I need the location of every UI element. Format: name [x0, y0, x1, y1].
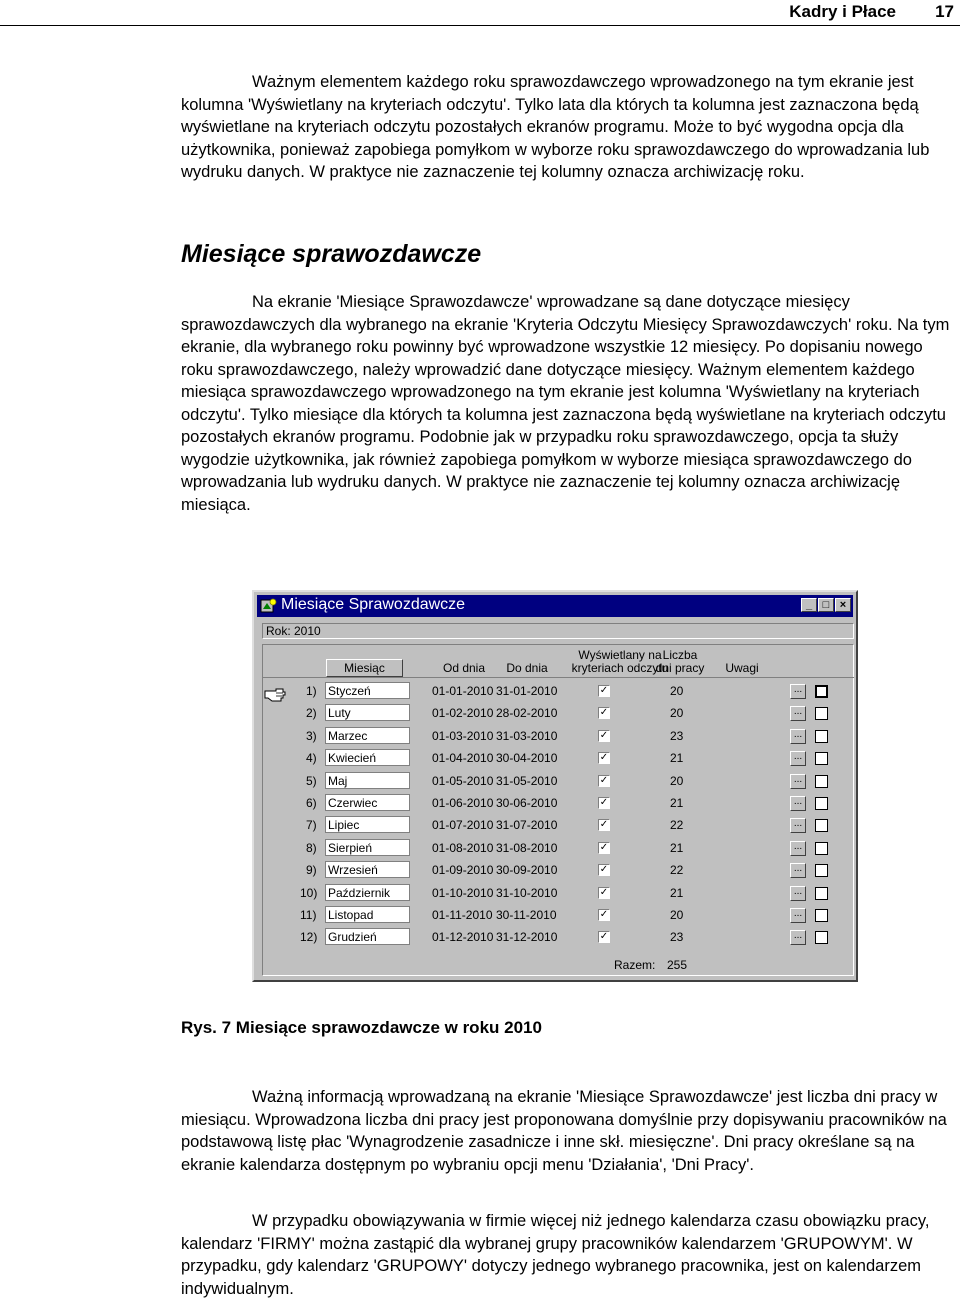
row-extra-checkbox[interactable] [815, 909, 828, 922]
month-name: Listopad [328, 908, 374, 922]
total-value: 255 [667, 958, 688, 972]
notes-button[interactable]: ... [790, 841, 806, 856]
date-from: 01-06-2010 [432, 796, 494, 810]
header-rule [0, 25, 960, 26]
shown-on-criteria-checkbox[interactable]: ✓ [599, 819, 609, 830]
date-to: 31-01-2010 [496, 684, 558, 698]
row-number: 2) [306, 706, 317, 720]
shown-on-criteria-checkbox[interactable]: ✓ [599, 685, 609, 696]
total-label: Razem: [614, 958, 656, 972]
shown-on-criteria-checkbox[interactable]: ✓ [599, 842, 609, 853]
header-divider [262, 677, 854, 678]
date-to: 31-05-2010 [496, 774, 558, 788]
date-from: 01-08-2010 [432, 841, 494, 855]
maximize-button[interactable]: □ [818, 598, 834, 612]
date-to: 31-08-2010 [496, 841, 558, 855]
row-number: 11) [300, 908, 317, 922]
pointing-hand-icon [264, 683, 286, 703]
date-to: 30-04-2010 [496, 751, 558, 765]
row-number: 8) [306, 841, 317, 855]
date-to: 31-10-2010 [496, 886, 558, 900]
date-to: 31-03-2010 [496, 729, 558, 743]
notes-button[interactable]: ... [790, 908, 806, 923]
header-title: Kadry i Płace [789, 2, 896, 21]
row-number: 1) [306, 684, 317, 698]
row-extra-checkbox[interactable] [815, 842, 828, 855]
close-button[interactable]: × [835, 598, 851, 612]
notes-button[interactable]: ... [790, 796, 806, 811]
date-from: 01-03-2010 [432, 729, 494, 743]
notes-button[interactable]: ... [790, 818, 806, 833]
paragraph-work-days: Ważną informacją wprowadzaną na ekranie 'Miesiące Sprawozdawcze' jest liczba dni pracy w miesiącu. Wprowadzona liczba dni pracy jest proponowana domyślnie przy dopisywaniu pracowników na podstawową listę płac 'Wynagrodzenie zasadnicze i inne skł. miesięczne'. Dni pracy określane są na ekranie kalendarza dostępnym po wybraniu opcji menu 'Działania', 'Dni Pracy'. [181, 1088, 947, 1174]
work-days: 21 [670, 886, 684, 900]
minimize-button[interactable]: _ [801, 598, 817, 612]
paragraph-calendars: W przypadku obowiązywania w firmie więcej niż jednego kalendarza czasu obowiązku pracy, kalendarz 'FIRMY' można zastąpić dla wybranej grupy pracowników kalendarzem 'GRUPOWYM'. W przypadku, gdy kalendarz 'GRUPOWY' dotyczy jednego wybranego pracownika, jest on kalendarzem indywidualnym. [181, 1212, 930, 1298]
row-number: 9) [306, 863, 317, 877]
date-from: 01-12-2010 [432, 930, 494, 944]
month-name: Styczeń [328, 684, 371, 698]
work-days: 20 [670, 908, 684, 922]
month-name: Wrzesień [328, 863, 378, 877]
month-name: Kwiecień [328, 751, 377, 765]
shown-on-criteria-checkbox[interactable]: ✓ [599, 707, 609, 718]
column-header-od[interactable]: Od dnia [442, 661, 486, 675]
row-number: 7) [306, 818, 317, 832]
row-extra-checkbox[interactable] [815, 775, 828, 788]
month-name: Sierpień [328, 841, 373, 855]
row-number: 12) [300, 930, 318, 944]
row-extra-checkbox[interactable] [815, 797, 828, 810]
notes-button[interactable]: ... [790, 886, 806, 901]
notes-button[interactable]: ... [790, 751, 806, 766]
date-from: 01-02-2010 [432, 706, 494, 720]
work-days: 20 [670, 706, 684, 720]
row-number: 5) [306, 774, 317, 788]
notes-button[interactable]: ... [790, 706, 806, 721]
row-extra-checkbox[interactable] [815, 752, 828, 765]
row-number: 6) [306, 796, 317, 810]
column-header-shown-line1[interactable]: Wyświetlany na [578, 648, 662, 662]
date-from: 01-04-2010 [432, 751, 494, 765]
notes-button[interactable]: ... [790, 774, 806, 789]
date-to: 30-11-2010 [496, 908, 557, 922]
work-days: 23 [670, 729, 684, 743]
work-days: 21 [670, 796, 684, 810]
figure-caption: Rys. 7 Miesiące sprawozdawcze w roku 2010 [181, 1018, 542, 1037]
date-to: 30-09-2010 [496, 863, 558, 877]
section-paragraph: Na ekranie 'Miesiące Sprawozdawcze' wprowadzane są dane dotyczące miesięcy sprawozdawczych dla wybranego na ekranie 'Kryteria Odczytu Miesięcy Sprawozdawczych' roku. Na tym ekranie, dla wybranego roku powinny być wprowadzone wszystkie 12 miesięcy. Po dopisaniu nowego roku sprawozdawczego, należy wprowadzić dane dotyczące miesięcy. Ważnym elementem każdego miesiąca sprawozdawczego wprowadzonego na tym ekranie jest kolumna 'Wyświetlany na kryteriach odczytu'. Tylko miesiące dla których ta kolumna jest zaznaczona będą wyświetlane na kryteriach odczytu pozostałych ekranów programu. Podobnie jak w przypadku roku sprawozdawczego, opcja ta służy wygodzie użytkownika, jak również zapobiega pomyłkom w wyborze miesiąca sprawozdawczego do wprowadzania lub wydruku danych. W praktyce nie zaznaczenie tej kolumny oznacza archiwizację miesiąca. [181, 293, 950, 514]
month-name: Lipiec [328, 818, 360, 832]
column-header-days-line2[interactable]: dni pracy [655, 661, 705, 675]
row-number: 10) [300, 886, 318, 900]
month-name: Grudzień [328, 930, 377, 944]
row-extra-checkbox[interactable] [815, 707, 828, 720]
shown-on-criteria-checkbox[interactable]: ✓ [599, 864, 609, 875]
column-header-do[interactable]: Do dnia [506, 661, 548, 675]
date-to: 31-07-2010 [496, 818, 558, 832]
column-header-shown-line2[interactable]: kryteriach odczytu [571, 661, 669, 675]
date-from: 01-10-2010 [432, 886, 494, 900]
work-days: 22 [670, 863, 684, 877]
year-label: Rok: 2010 [262, 623, 854, 639]
row-extra-checkbox[interactable] [815, 887, 828, 900]
row-extra-checkbox[interactable] [815, 685, 828, 698]
work-days: 21 [670, 841, 684, 855]
date-from: 01-07-2010 [432, 818, 494, 832]
work-days: 23 [670, 930, 684, 944]
shown-on-criteria-checkbox[interactable]: ✓ [599, 931, 609, 942]
page-header [0, 0, 960, 26]
notes-button[interactable]: ... [790, 930, 806, 945]
notes-button[interactable]: ... [790, 729, 806, 744]
column-header-uwagi[interactable]: Uwagi [725, 661, 759, 675]
shown-on-criteria-checkbox[interactable]: ✓ [599, 797, 609, 808]
page-number: 17 [935, 2, 954, 21]
date-to: 28-02-2010 [496, 706, 558, 720]
row-extra-checkbox[interactable] [815, 730, 828, 743]
column-header-miesiac[interactable]: Miesiąc [326, 659, 403, 677]
shown-on-criteria-checkbox[interactable]: ✓ [599, 730, 609, 741]
date-to: 30-06-2010 [496, 796, 558, 810]
work-days: 20 [670, 774, 684, 788]
month-name: Marzec [328, 729, 368, 743]
column-header-days-line1[interactable]: Liczba [662, 648, 698, 662]
notes-button[interactable]: ... [790, 863, 806, 878]
shown-on-criteria-checkbox[interactable]: ✓ [599, 752, 609, 763]
work-days: 21 [670, 751, 684, 765]
date-from: 01-09-2010 [432, 863, 494, 877]
row-extra-checkbox[interactable] [815, 819, 828, 832]
row-number: 3) [306, 729, 317, 743]
month-name: Czerwiec [328, 796, 378, 810]
work-days: 20 [670, 684, 684, 698]
shown-on-criteria-checkbox[interactable]: ✓ [599, 775, 609, 786]
window-title: Miesiące Sprawozdawcze [281, 596, 466, 613]
row-number: 4) [306, 751, 317, 765]
date-from: 01-05-2010 [432, 774, 494, 788]
month-name: Październik [328, 886, 391, 900]
work-days: 22 [670, 818, 684, 832]
month-name: Maj [328, 774, 348, 788]
section-heading: Miesiące sprawozdawcze [181, 240, 482, 268]
shown-on-criteria-checkbox[interactable]: ✓ [599, 887, 609, 898]
window-titlebar [257, 595, 853, 617]
date-to: 31-12-2010 [496, 930, 558, 944]
notes-button[interactable]: ... [790, 684, 806, 699]
app-icon [260, 597, 278, 615]
intro-paragraph: Ważnym elementem każdego roku sprawozdawczego wprowadzonego na tym ekranie jest kolumna 'Wyświetlany na kryteriach odczytu'. Tylko lata dla których ta kolumna jest zaznaczona będą wyświetlane na kryteriach odczytu pozostałych ekranów programu. Może to być wygodna opcja dla użytkownika, ponieważ zapobiega pomyłkom w wyborze roku sprawozdawczego do wprowadzania lub wydruku danych. W praktyce nie zaznaczenie tej kolumny oznacza archiwizację roku. [181, 73, 930, 181]
date-from: 01-01-2010 [432, 684, 494, 698]
row-extra-checkbox[interactable] [815, 931, 828, 944]
month-name: Luty [328, 706, 351, 720]
shown-on-criteria-checkbox[interactable]: ✓ [599, 909, 609, 920]
row-extra-checkbox[interactable] [815, 864, 828, 877]
date-from: 01-11-2010 [432, 908, 493, 922]
